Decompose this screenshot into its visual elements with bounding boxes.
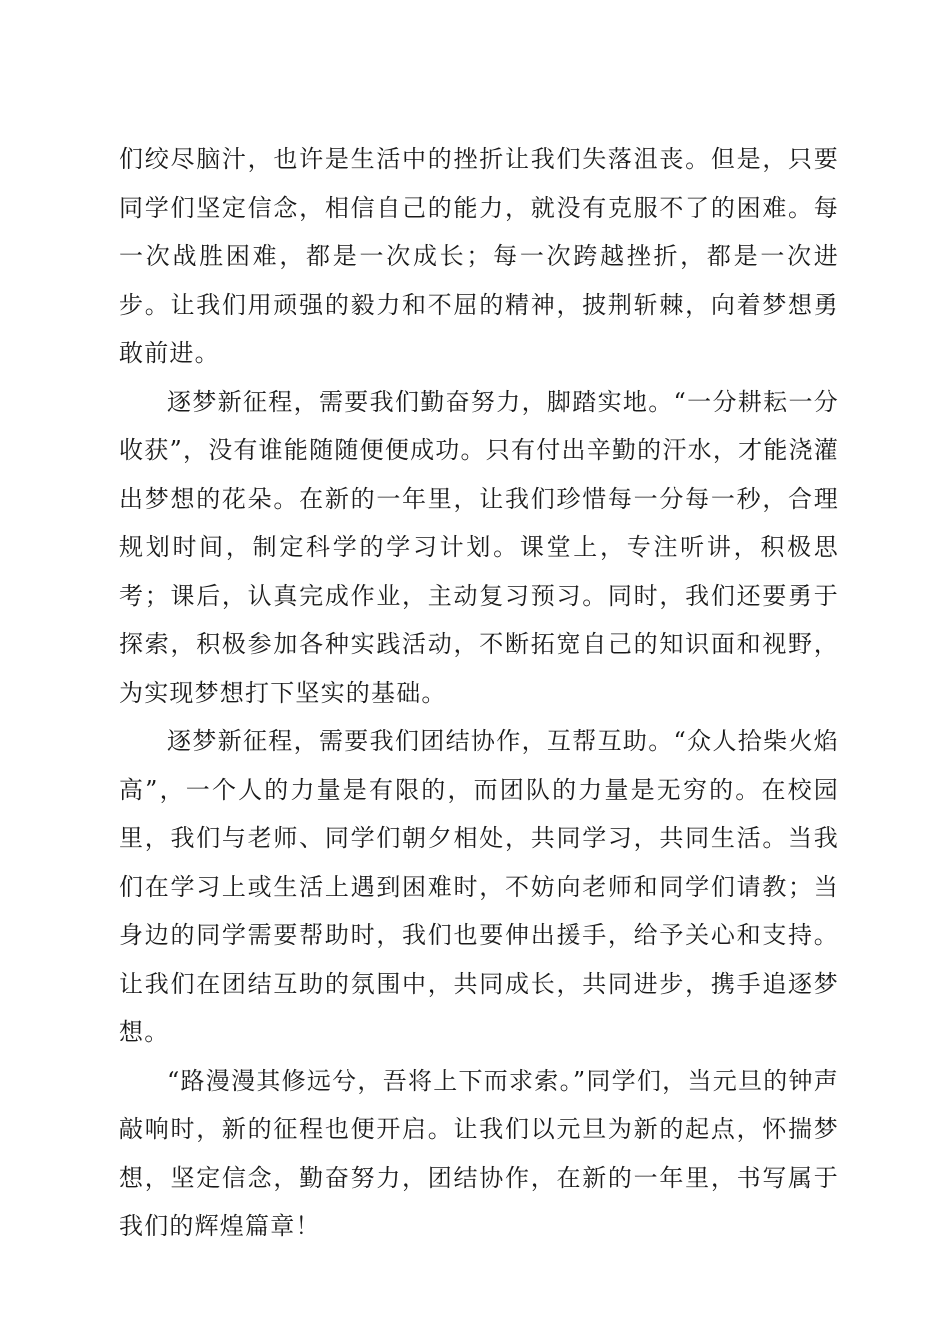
paragraph-4: “路漫漫其修远兮，吾将上下而求索。”同学们，当元旦的钟声敲响时，新的征程也便开启。让我们以元旦为新的起点，怀揣梦想，坚定信念，勤奋努力，团结协作，在新的一年里，书写属于我们的辉煌篇章！ bbox=[119, 1066, 839, 1240]
document-body bbox=[119, 135, 839, 1251]
paragraph-1: 们绞尽脑汁，也许是生活中的挫折让我们失落沮丧。但是，只要同学们坚定信念，相信自己的能力，就没有克服不了的困难。每一次战胜困难，都是一次成长；每一次跨越挫折，都是一次进步。让我们用顽强的毅力和不屈的精神，披荆斩棘，向着梦想勇敢前进。 bbox=[119, 145, 839, 367]
paragraph-3: 逐梦新征程，需要我们团结协作，互帮互助。“众人拾柴火焰高”，一个人的力量是有限的，而团队的力量是无穷的。在校园里，我们与老师、同学们朝夕相处，共同学习，共同生活。当我们在学习上或生活上遇到困难时，不妨向老师和同学们请教；当身边的同学需要帮助时，我们也要伸出援手，给予关心和支持。让我们在团结互助的氛围中，共同成长，共同进步，携手追逐梦想。 bbox=[119, 727, 839, 1046]
paragraph-2: 逐梦新征程，需要我们勤奋努力，脚踏实地。“一分耕耘一分收获”，没有谁能随随便便成功。只有付出辛勤的汗水，才能浇灌出梦想的花朵。在新的一年里，让我们珍惜每一分每一秒，合理规划时间，制定科学的学习计划。课堂上，专注听讲，积极思考；课后，认真完成作业，主动复习预习。同时，我们还要勇于探索，积极参加各种实践活动，不断拓宽自己的知识面和视野，为实现梦想打下坚实的基础。 bbox=[119, 387, 839, 707]
